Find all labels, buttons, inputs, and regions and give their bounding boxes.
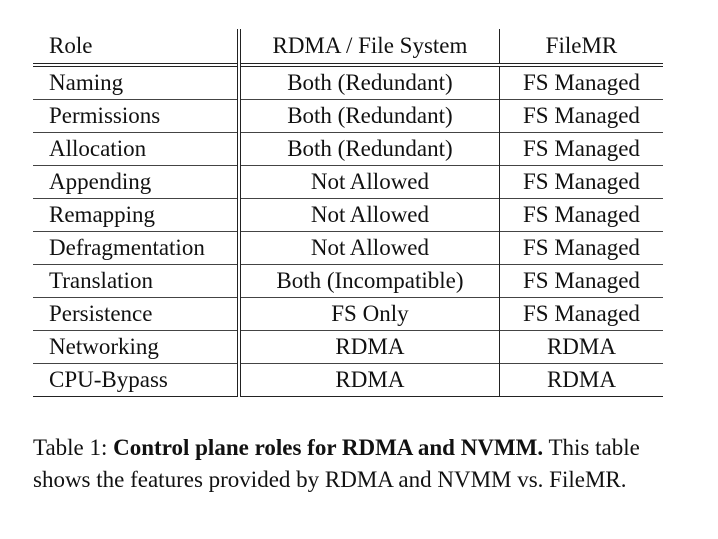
cell-filemr: FS Managed <box>523 268 640 293</box>
table-row <box>33 298 663 331</box>
cell-rdma-fs: Not Allowed <box>239 166 499 199</box>
header-filemr: FileMR <box>545 32 618 58</box>
cell-rdma-fs: Both (Redundant) <box>239 133 499 166</box>
caption-title: Control plane roles for RDMA and NVMM. <box>113 435 544 460</box>
cell-rdma-fs: Not Allowed <box>239 232 499 265</box>
cell-role: Remapping <box>49 202 156 227</box>
table-row <box>33 65 663 100</box>
cell-role: Permissions <box>49 103 161 128</box>
cell-filemr: FS Managed <box>523 235 640 260</box>
cell-role: Allocation <box>49 136 147 161</box>
table-row <box>33 133 663 166</box>
roles-table <box>33 29 663 397</box>
table-row <box>33 100 663 133</box>
caption-label: Table 1: <box>33 435 108 460</box>
cell-role: Translation <box>49 268 153 293</box>
cell-filemr: RDMA <box>546 334 616 359</box>
cell-rdma-fs: RDMA <box>239 331 499 364</box>
header-rdma-fs: RDMA / File System <box>239 29 499 65</box>
cell-filemr: FS Managed <box>523 202 640 227</box>
table-caption <box>33 432 673 496</box>
cell-rdma-fs: RDMA <box>239 364 499 397</box>
cell-filemr: FS Managed <box>523 103 640 128</box>
cell-rdma-fs: FS Only <box>239 298 499 331</box>
cell-filemr: FS Managed <box>523 136 640 161</box>
cell-filemr: FS Managed <box>523 169 640 194</box>
cell-filemr: RDMA <box>546 367 616 392</box>
roles-table-container <box>33 29 663 397</box>
table-row <box>33 199 663 232</box>
cell-role: CPU-Bypass <box>49 367 168 392</box>
cell-filemr: FS Managed <box>523 301 640 326</box>
cell-role: Defragmentation <box>49 235 205 260</box>
table-row <box>33 331 663 364</box>
table-body <box>33 65 663 397</box>
cell-role: Persistence <box>49 301 153 326</box>
cell-role: Appending <box>49 169 152 194</box>
cell-rdma-fs: Not Allowed <box>239 199 499 232</box>
cell-role: Naming <box>49 70 124 95</box>
header-role: Role <box>49 32 93 58</box>
table-row <box>33 232 663 265</box>
table-row <box>33 166 663 199</box>
table-row <box>33 364 663 397</box>
header-row <box>33 29 663 65</box>
caption-text: This table shows the features provided by RDMA and NVMM vs. FileMR. <box>33 435 640 492</box>
table-header <box>33 29 663 65</box>
cell-rdma-fs: Both (Redundant) <box>239 100 499 133</box>
cell-role: Networking <box>49 334 159 359</box>
cell-rdma-fs: Both (Redundant) <box>239 65 499 100</box>
cell-rdma-fs: Both (Incompatible) <box>239 265 499 298</box>
table-row <box>33 265 663 298</box>
cell-filemr: FS Managed <box>523 70 640 95</box>
